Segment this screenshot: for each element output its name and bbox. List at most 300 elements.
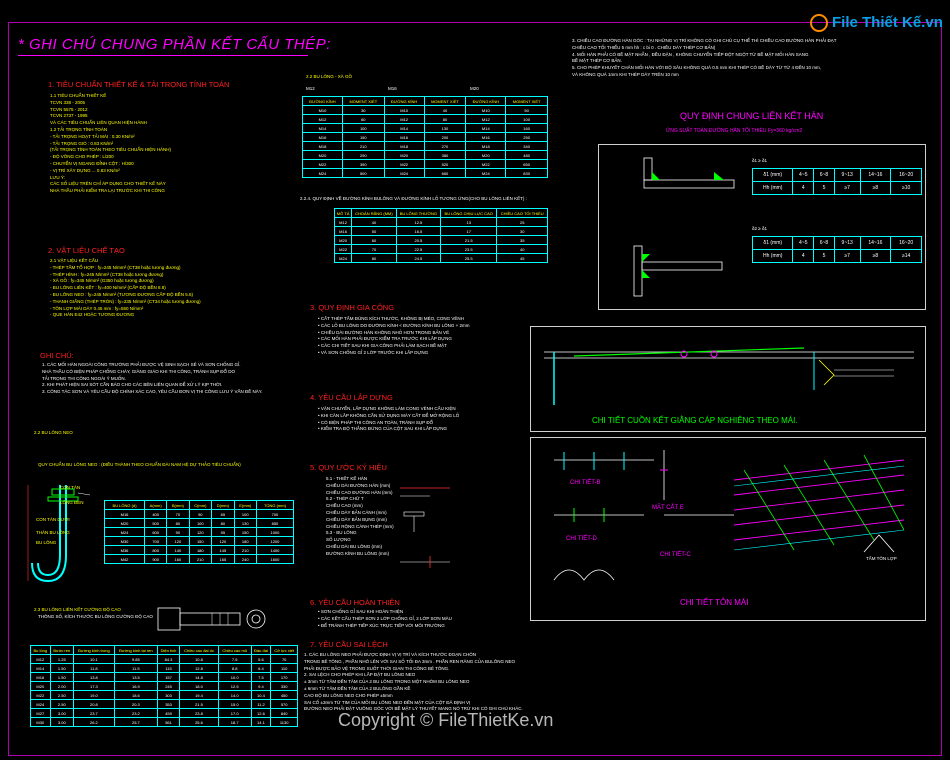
table-cell: 10.0 bbox=[218, 673, 251, 682]
table-row bbox=[105, 537, 294, 546]
table-cell: 14~16 bbox=[860, 237, 891, 250]
bolt-label-lower-nut: CON TÁN DƯỚI bbox=[36, 517, 70, 522]
table-cell: 90 bbox=[189, 510, 212, 519]
section-1-heading: 1. TIÊU CHUẨN THIẾT KẾ & TẢI TRỌNG TÍNH TOÁN bbox=[48, 80, 230, 89]
table-cell: M24 bbox=[384, 169, 424, 178]
note-line: • CÁC CHI TIẾT SAU KHI GIA CÔNG PHẢI LÀM SẠCH BỀ MẶT bbox=[318, 343, 447, 349]
section-6-heading: 6. YÊU CẦU HOÀN THIỆN bbox=[310, 598, 400, 607]
table-cell: 13.5 bbox=[114, 673, 157, 682]
table-cell: 23.7 bbox=[74, 709, 115, 718]
table-cell: 14.8 bbox=[180, 673, 219, 682]
table-cell: 1400 bbox=[256, 546, 293, 555]
note-line: LƯU Ý: bbox=[50, 174, 66, 180]
table-header-cell: TỔNG (mm) bbox=[256, 501, 293, 510]
table-row bbox=[335, 227, 548, 236]
table-cell: 180 bbox=[189, 546, 212, 555]
section-7-heading: 7. YÊU CẦU SAI LỆCH bbox=[310, 640, 388, 649]
table-cell: M24 bbox=[335, 254, 352, 263]
note-line: NHÀ THẦU CÓ BIỆN PHÁP CHỐNG CHÁY, GIÀNG GIÁO KHI THI CÔNG, TRÁNH SỤP ĐỔ DO bbox=[42, 368, 236, 374]
note-line: ± 3mm TỪ TÂM ĐẾN TÂM CỦA 2 BU LÔNG TRONG MỘT NHÓM BU LÔNG NEO bbox=[304, 679, 470, 685]
note-line: TRONG BÊ TÔNG , PHẦN NHÔ LÊN VỚI SAI SỐ TỐI ĐA 3mm . PHẦN REN RĂNG CỦA BULÔNG NEO bbox=[304, 658, 515, 664]
table-header-cell: Đầu đai bbox=[251, 646, 271, 655]
table-cell: 20.5 bbox=[396, 236, 440, 245]
section-2-body bbox=[50, 258, 201, 319]
bolt-label-nut: CON TÁN bbox=[60, 485, 81, 490]
note-line: BỀ MẶT THÉP CƠ BẢN. bbox=[572, 58, 622, 64]
table-cell: 1.25 bbox=[50, 655, 73, 664]
table-header-cell: CHOÁN RĂNG (MM) bbox=[352, 209, 397, 218]
table-cell: 6~8 bbox=[814, 237, 835, 250]
table-cell: 50 bbox=[352, 227, 397, 236]
table-header-cell: Chiều cao đai ốc bbox=[180, 646, 219, 655]
bolt-label-shank: THÂN BU LÔNG bbox=[36, 530, 70, 535]
table-cell: 30 bbox=[497, 227, 548, 236]
table-cell: 500 bbox=[342, 169, 384, 178]
table-row bbox=[335, 245, 548, 254]
table-cell: 650 bbox=[506, 160, 548, 169]
table-row bbox=[105, 546, 294, 555]
table-cell: 150 bbox=[234, 528, 256, 537]
table-cell: 700 bbox=[256, 510, 293, 519]
note-line: CHIỀU RỘNG CÁNH THÉP (mm) bbox=[326, 523, 394, 529]
title-underline bbox=[18, 55, 308, 56]
table-cell: 2.50 bbox=[50, 700, 73, 709]
note-line: TẢI TRỌNG THI CÔNG NGOÀI Ý MUỐN. bbox=[42, 375, 126, 381]
table-cell: 65 bbox=[212, 510, 235, 519]
table-row bbox=[303, 133, 548, 142]
section-4-heading: 4. YÊU CẦU LẮP DỰNG bbox=[310, 393, 393, 402]
table-cell: M22 bbox=[31, 691, 51, 700]
table-cell: 16.5 bbox=[396, 227, 440, 236]
table-cell: 110 bbox=[271, 664, 298, 673]
table-cell: 120 bbox=[212, 537, 235, 546]
table-cell: 520 bbox=[424, 160, 466, 169]
table-cell: 210 bbox=[234, 546, 256, 555]
table-cell: 840 bbox=[271, 709, 298, 718]
table-cell: 330 bbox=[271, 682, 298, 691]
table-header-cell: CHIỀU CAO TỐI THIỂU bbox=[497, 209, 548, 218]
page-title: * GHI CHÚ CHUNG PHẦN KẾT CẤU THÉP: bbox=[18, 36, 331, 53]
table-cell: Hh (mm) bbox=[753, 182, 793, 195]
table-cell: 1000 bbox=[256, 528, 293, 537]
table-cell: 7.5 bbox=[251, 673, 271, 682]
table-cell: M30 bbox=[105, 537, 145, 546]
roof-label-section-e: MẶT CẮT E bbox=[652, 505, 684, 511]
table-cell: ≥8 bbox=[860, 250, 891, 263]
table-cell: 1.50 bbox=[50, 673, 73, 682]
note-line: - THANH GIẰNG (THÉP TRÒN) : fy=235 N/mm² (CT34 hoặc tương đương) bbox=[50, 298, 201, 304]
table-header-cell: ĐƯỜNG KÍNH bbox=[303, 97, 343, 106]
table-cell: 16~20 bbox=[891, 169, 922, 182]
note-line: - TẢI TRỌNG HOẠT TẢI MÁI : 0.30 KN/m² bbox=[50, 133, 135, 139]
table-header-cell: Chiều cao mũ bbox=[218, 646, 251, 655]
table-cell: M22 bbox=[466, 160, 506, 169]
table-row bbox=[31, 682, 298, 691]
note-line: • CÓ BIỆN PHÁP THI CÔNG AN TOÀN, TRÁNH SỤP ĐỔ bbox=[318, 419, 434, 425]
note-line: 5.2 - THÉP CHỮ T bbox=[326, 496, 364, 502]
table-cell: 17.0 bbox=[218, 709, 251, 718]
note-line: • CÁC MỐI HÀN PHẢI ĐƯỢC KIỂM TRA TRƯỚC KHI LẮP DỰNG bbox=[318, 336, 452, 342]
table-cell: 100 bbox=[234, 510, 256, 519]
table-cell: 100 bbox=[342, 124, 384, 133]
table-cell: 130 bbox=[424, 124, 466, 133]
table-cell: 7.5 bbox=[218, 655, 251, 664]
note-line: • CHIỀU DÀI ĐƯỜNG HÀN KHÔNG NHỎ HƠN TRONG BẢN VẼ bbox=[318, 329, 450, 335]
table-row bbox=[105, 528, 294, 537]
table-cell: 450 bbox=[271, 691, 298, 700]
note-line: 5. CHO PHÉP KHUYẾT CHÂN MỐI HÀN VỚI ĐỘ SÂU KHÔNG QUÁ 0.5 mm KHI THÉP CÓ BỀ DÀY TỪ TỪ 4 ĐẾN 10 mm, bbox=[572, 65, 822, 71]
table-cell: M20 bbox=[335, 236, 352, 245]
table-header-cell: BU LÔNG THƯỜNG bbox=[396, 209, 440, 218]
table-cell: M12 bbox=[466, 115, 506, 124]
table-cell: 5.6 bbox=[251, 655, 271, 664]
table-cell: 17 bbox=[440, 227, 496, 236]
note-line: • ĐỂ TRÁNH THÉP TIẾP XÚC TRỰC TIẾP VỚI MÔI TRƯỜNG bbox=[318, 622, 445, 628]
table-cell: M20 bbox=[466, 151, 506, 160]
anchor-bolt-table bbox=[104, 500, 294, 564]
table-cell: ≥14 bbox=[891, 250, 922, 263]
section-3-heading: 3. QUY ĐỊNH GIA CÔNG bbox=[310, 303, 395, 312]
table-cell: 380 bbox=[424, 151, 466, 160]
table-cell: M12 bbox=[31, 655, 51, 664]
note-line: VÀ KHÔNG QUÁ 1mm KHI THÉP DÀY TRÊN 10 mm bbox=[572, 71, 679, 77]
table-cell: 400 bbox=[145, 510, 167, 519]
note-line: 1.2 TẢI TRỌNG TÍNH TOÁN bbox=[50, 126, 108, 132]
table-cell: 115 bbox=[157, 664, 179, 673]
table-row bbox=[105, 555, 294, 564]
table-cell: Hh (mm) bbox=[753, 250, 793, 263]
table-cell: 16~20 bbox=[891, 237, 922, 250]
table-cell: 25.7 bbox=[114, 718, 157, 727]
note-line: 2. KHI PHÁT HIỆN SAI SÓT CẦN BÁO CHO CÁC BÊN LIÊN QUAN ĐỂ XỬ LÝ KỊP THỜI. bbox=[42, 382, 223, 388]
table-cell: 35 bbox=[497, 236, 548, 245]
bolt-label-bolt: BU LÔNG bbox=[36, 540, 57, 545]
table-cell: 700 bbox=[145, 537, 167, 546]
note-line: • CÁC LỖ BU LÔNG DO ĐƯỜNG KÍNH < ĐƯỜNG KÍNH BU LÔNG + 2mm bbox=[318, 322, 470, 328]
note-line: CHIỀU CAO TỐI THIỂU 5 mm hh : c bi 0 . CHIỀU DÀY THÉP CƠ BẢN) bbox=[572, 44, 716, 50]
section-7-body bbox=[304, 652, 523, 713]
table-header-cell: Diện tích bbox=[157, 646, 179, 655]
table-cell: 210 bbox=[189, 555, 212, 564]
table-row bbox=[31, 700, 298, 709]
table-row bbox=[31, 718, 298, 727]
note-line: - XÀ GỒ : fy=345 N/mm² (G350 hoặc tương đương) bbox=[50, 278, 154, 284]
weld-table-1-label: δ1 ≥ δ1 bbox=[752, 158, 767, 163]
note-line: ± 6mm TỪ TÂM ĐẾN TÂM CỦA 2 BULÔNG GẦN KỀ bbox=[304, 685, 411, 691]
table-cell: 50 bbox=[506, 106, 548, 115]
table-cell: 270 bbox=[424, 142, 466, 151]
table-cell: M27 bbox=[31, 709, 51, 718]
table-cell: M16 bbox=[466, 133, 506, 142]
roof-label-detail-c: CHI TIẾT-C bbox=[660, 552, 691, 558]
table-cell: M16 bbox=[31, 673, 51, 682]
note-line: CHIỀU CAO ĐƯỜNG HÀN (mm) bbox=[326, 489, 393, 495]
table-cell: 11.5 bbox=[114, 664, 157, 673]
table-row bbox=[31, 664, 298, 673]
table-cell: 84.3 bbox=[157, 655, 179, 664]
table-cell: 9~13 bbox=[834, 237, 860, 250]
table-cell: 150 bbox=[189, 537, 212, 546]
table-cell: 90 bbox=[167, 528, 189, 537]
table-cell: 10.1 bbox=[74, 655, 115, 664]
table-cell: 157 bbox=[157, 673, 179, 682]
note-line: 2.1 VẬT LIỆU KẾT CẤU bbox=[50, 258, 99, 263]
table-cell: 120 bbox=[189, 528, 212, 537]
table-cell: 210 bbox=[342, 142, 384, 151]
table-cell: 2.00 bbox=[50, 682, 73, 691]
logo-icon bbox=[810, 14, 828, 32]
table-header-cell: BU LÔNG CHỊU LỰC CAO bbox=[440, 209, 496, 218]
note-line: NHÀ THẦU PHẢI KIỂM TRA LẠI TRƯỚC KHI THI CÔNG bbox=[50, 188, 165, 194]
table-cell: 1.50 bbox=[50, 664, 73, 673]
table-cell: 14.0 bbox=[218, 691, 251, 700]
table-cell: 4 bbox=[793, 182, 814, 195]
table-cell: 14.1 bbox=[251, 718, 271, 727]
table-cell: 26.2 bbox=[74, 718, 115, 727]
table-cell: M20 bbox=[31, 682, 51, 691]
table-cell: 18.7 bbox=[218, 718, 251, 727]
roof-title: CHI TIẾT TÔN MÁI bbox=[680, 598, 749, 607]
note-line: SỐ LƯỢNG bbox=[326, 537, 351, 543]
table-cell: 18.0 bbox=[180, 682, 219, 691]
note-line: • CÁC KẾT CẤU THÉP SƠN 2 LỚP CHỐNG GỈ, 2 LỚP SƠN MÀU bbox=[318, 615, 452, 621]
note-line: - THÉP HÌNH : fy=245 N/mm² (CT38 hoặc tương đương) bbox=[50, 271, 164, 277]
table-cell: M36 bbox=[105, 546, 145, 555]
table-cell: 1130 bbox=[271, 718, 298, 727]
note-line: CHIỀU DÀY BẢN BỤNG (mm) bbox=[326, 516, 387, 522]
table-row bbox=[303, 151, 548, 160]
note-line: • VẬN CHUYỂN, LẮP DỰNG KHÔNG LÀM CONG VÊNH CẤU KIỆN bbox=[318, 406, 456, 411]
table-cell: 170 bbox=[271, 673, 298, 682]
table-cell: 9.4 bbox=[251, 682, 271, 691]
table-cell: 1200 bbox=[256, 537, 293, 546]
table-cell: M18 bbox=[384, 142, 424, 151]
table-cell: 95 bbox=[212, 528, 235, 537]
table-cell: 150 bbox=[342, 133, 384, 142]
table-header-cell: Đường kính tại ren bbox=[114, 646, 157, 655]
note-line: SAI CỐ ±3mm TỪ TIM CỦA MỖI BU LÔNG NEO ĐẾN MẶT CỦA CỘT ĐÃ ĐỊNH VỊ bbox=[304, 699, 471, 705]
table-cell: 160 bbox=[506, 124, 548, 133]
note-line: CHIỀU DÀI BU LÔNG (mm) bbox=[326, 543, 383, 549]
table-cell: M42 bbox=[105, 555, 145, 564]
table-cell: 12.5 bbox=[396, 218, 440, 227]
table-header-cell: Cỡ lực xiết bbox=[271, 646, 298, 655]
table-cell: 4~5 bbox=[793, 237, 814, 250]
table-cell: M16 bbox=[303, 133, 343, 142]
note-line: CAO ĐỘ BU LÔNG NEO CHO PHÉP ±5mm bbox=[304, 692, 393, 698]
table-cell: 60 bbox=[352, 236, 397, 245]
purlin-bolt-table bbox=[302, 96, 548, 178]
weld-subtitle: ỨNG SUẤT TOÀN ĐƯỜNG HÀN TỐI THIỂU Fy=360 kg/cm2 bbox=[666, 128, 803, 134]
table-row bbox=[303, 106, 548, 115]
table-header-cell: A(mm) bbox=[145, 501, 167, 510]
table-cell: M24 bbox=[303, 169, 343, 178]
table-cell: 4 bbox=[793, 250, 814, 263]
table-cell: 5 bbox=[814, 250, 835, 263]
table-header-cell: D(mm) bbox=[212, 501, 235, 510]
note-line: - VỊ TRÍ XÂY DỰNG ... 0.83 KN/m² bbox=[50, 167, 120, 173]
table-header-row bbox=[335, 209, 548, 218]
note-line: TCVN 5575 - 2012 bbox=[50, 106, 88, 112]
table-cell: 245 bbox=[157, 682, 179, 691]
table-cell: 80 bbox=[167, 519, 189, 528]
table-cell: 180 bbox=[234, 537, 256, 546]
table-cell: 80 bbox=[212, 519, 235, 528]
table-cell: 70 bbox=[352, 245, 397, 254]
table-header-cell: ĐƯỜNG KÍNH bbox=[384, 97, 424, 106]
table-cell: 23.5 bbox=[440, 245, 496, 254]
table-row bbox=[335, 236, 548, 245]
table-cell: 250 bbox=[506, 133, 548, 142]
purlin-head-1: M12 bbox=[306, 86, 315, 91]
table-cell: M24 bbox=[105, 528, 145, 537]
table-header-cell: ĐƯỜNG KÍNH bbox=[466, 97, 506, 106]
table-row bbox=[335, 254, 548, 263]
table-cell: M16 bbox=[105, 510, 145, 519]
table-row bbox=[303, 124, 548, 133]
table-cell: δ1 (mm) bbox=[753, 169, 793, 182]
note-line: 1. CÁC BU LÔNG NEO PHẢI ĐƯỢC ĐỊNH VỊ VỊ TRÍ VÀ KÍCH THƯỚC ĐOẠN CHÔN bbox=[304, 652, 477, 657]
table-row bbox=[303, 169, 548, 178]
table-cell: 21.5 bbox=[440, 236, 496, 245]
table-cell: 6.4 bbox=[251, 664, 271, 673]
table-cell: M16 bbox=[384, 133, 424, 142]
table-cell: 303 bbox=[157, 691, 179, 700]
note-line: VÀ CÁC TIÊU CHUẨN LIÊN QUAN HIỆN HÀNH bbox=[50, 120, 147, 126]
table-cell: 17.3 bbox=[74, 682, 115, 691]
table-cell: M14 bbox=[303, 124, 343, 133]
table-header-cell: Bước ren bbox=[50, 646, 73, 655]
ghichu-body bbox=[42, 362, 262, 396]
table-header-cell: MÔ TẢ bbox=[335, 209, 352, 218]
table-header-cell: MOMENT XIẾT bbox=[424, 97, 466, 106]
note-line: - QUE HÀN E42 HOẶC TƯƠNG ĐƯƠNG bbox=[50, 312, 135, 318]
table-cell: 12.5 bbox=[218, 682, 251, 691]
section-2-heading: 2. VẬT LIỆU CHẾ TẠO bbox=[48, 246, 125, 255]
table-row bbox=[335, 218, 548, 227]
note-line: - BU LÔNG NEO : fy=245 N/mm² (TƯƠNG ĐƯƠNG CẤP ĐỘ BỀN 5.6) bbox=[50, 291, 193, 297]
table-cell: 480 bbox=[506, 151, 548, 160]
table-cell: 240 bbox=[234, 555, 256, 564]
table-cell: 9~13 bbox=[834, 169, 860, 182]
table-cell: 80 bbox=[352, 254, 397, 263]
note-line: CHIỀU DÀY BẢN CÁNH (mm) bbox=[326, 509, 387, 515]
table-cell: 21.5 bbox=[180, 700, 219, 709]
table-cell: 390 bbox=[342, 160, 384, 169]
table-cell: 20.3 bbox=[114, 700, 157, 709]
site-logo[interactable]: File Thiết Kế.vn bbox=[832, 14, 943, 31]
table-cell: 23.2 bbox=[114, 709, 157, 718]
bolt-label-washer: LÔNG ĐEN bbox=[60, 500, 84, 505]
table-cell: M20 bbox=[105, 519, 145, 528]
table-cell: 13 bbox=[440, 218, 496, 227]
table-cell: 5 bbox=[814, 182, 835, 195]
table-row bbox=[105, 510, 294, 519]
brace-title: CHI TIẾT CUỒN KẾT GIẰNG CÁP NGHIÊNG THEO MÁI. bbox=[592, 416, 798, 425]
table-cell: 100 bbox=[189, 519, 212, 528]
table-cell: 200 bbox=[424, 133, 466, 142]
table-cell: 40 bbox=[352, 218, 397, 227]
table-cell: 70 bbox=[167, 510, 189, 519]
table-cell: ≥7 bbox=[834, 250, 860, 263]
table-header-cell: Đường kính trong bbox=[74, 646, 115, 655]
table-cell: 11.2 bbox=[251, 700, 271, 709]
sub23-heading: 2.3 BU LÔNG LIÊN KẾT CƯỜNG ĐỘ CAO bbox=[34, 607, 121, 612]
hex-bolt-drawing bbox=[150, 600, 270, 640]
table-cell: M12 bbox=[335, 218, 352, 227]
weld-title: QUY ĐỊNH CHUNG LIÊN KẾT HÀN bbox=[680, 111, 824, 121]
table-cell: 120 bbox=[167, 537, 189, 546]
note-line: - BU LÔNG LIÊN KẾT : fy=400 N/mm² (CẤP ĐỘ BỀN 8.8) bbox=[50, 285, 166, 291]
table-cell: M22 bbox=[303, 160, 343, 169]
symbol-drawings bbox=[390, 476, 470, 586]
table-header-cell: Bu lông bbox=[31, 646, 51, 655]
table-cell: 9.85 bbox=[114, 655, 157, 664]
table-cell: 14~16 bbox=[860, 169, 891, 182]
table-cell: 145 bbox=[212, 546, 235, 555]
note-line: - CHUYỂN VỊ NGANG ĐỈNH CỘT : H/300 bbox=[50, 160, 134, 166]
table-cell: ≥8 bbox=[860, 182, 891, 195]
table-cell: M18 bbox=[303, 142, 343, 151]
table-cell: 11.8 bbox=[74, 664, 115, 673]
table-cell: 340 bbox=[506, 142, 548, 151]
table-header-row bbox=[105, 501, 294, 510]
table-cell: 850 bbox=[256, 519, 293, 528]
table-row bbox=[303, 160, 548, 169]
table-cell: 12.6 bbox=[251, 709, 271, 718]
table-cell: 1600 bbox=[256, 555, 293, 564]
weld-detail-drawings bbox=[604, 150, 754, 306]
table-row bbox=[31, 673, 298, 682]
table-cell: 4~5 bbox=[793, 169, 814, 182]
note-line: - ĐỘ VÕNG CHO PHÉP : L/200 bbox=[50, 154, 114, 160]
section-3-body bbox=[318, 316, 470, 357]
note-line: TCVN 2737 - 1995 bbox=[50, 113, 88, 119]
table-cell: 23.8 bbox=[180, 709, 219, 718]
table-cell: 353 bbox=[157, 700, 179, 709]
note-line: (TẢI TRỌNG TÍNH TOÁN THEO TIÊU CHUẨN HIỆN HÀNH) bbox=[50, 147, 172, 153]
purlin-head-2: M16 bbox=[388, 86, 397, 91]
table-cell: M30 bbox=[31, 718, 51, 727]
roof-detail-drawing bbox=[534, 440, 924, 600]
note-line: 2. SAI LỆCH CHO PHÉP KHI LẮP ĐẶT BU LÔNG NEO bbox=[304, 672, 416, 678]
table-cell: 12.8 bbox=[180, 664, 219, 673]
table-cell: M10 bbox=[466, 106, 506, 115]
section-5-body bbox=[326, 476, 394, 558]
table-cell: 140 bbox=[167, 546, 189, 555]
table-header-cell: BU LÔNG (d) bbox=[105, 501, 145, 510]
table-cell: M22 bbox=[384, 160, 424, 169]
note-line: - THÉP TẤM TỔ HỢP : fy=245 N/mm² (CT38 hoặc tương đương) bbox=[50, 264, 181, 270]
table-cell: 80 bbox=[424, 115, 466, 124]
section-6-body bbox=[318, 609, 452, 629]
note-line: 1. CÁC MỐI HÀN NGOÀI CÔNG TRƯỜNG PHẢI ĐƯỢC VỆ SINH SẠCH SẼ VÀ SƠN CHỐNG GỈ. bbox=[42, 362, 241, 367]
table-cell: 6~8 bbox=[814, 169, 835, 182]
table-cell: 45 bbox=[497, 254, 548, 263]
note-line: 5.1 - THIẾT KẾ HÀN bbox=[326, 476, 368, 481]
table-cell: M16 bbox=[335, 227, 352, 236]
note-line: CHIỀU CAO (mm) bbox=[326, 503, 363, 509]
table-header-cell: E(mm) bbox=[234, 501, 256, 510]
note-line: - TẢI TRỌNG GIÓ : 0.83 KN/m² bbox=[50, 140, 114, 146]
table-cell: M10 bbox=[303, 106, 343, 115]
table-cell: 70 bbox=[271, 655, 298, 664]
table-row bbox=[303, 142, 548, 151]
table-cell: 3.00 bbox=[50, 718, 73, 727]
table-cell: M12 bbox=[303, 115, 343, 124]
note-line: 5.3 - BU LÔNG bbox=[326, 530, 357, 536]
table-cell: M24 bbox=[466, 169, 506, 178]
